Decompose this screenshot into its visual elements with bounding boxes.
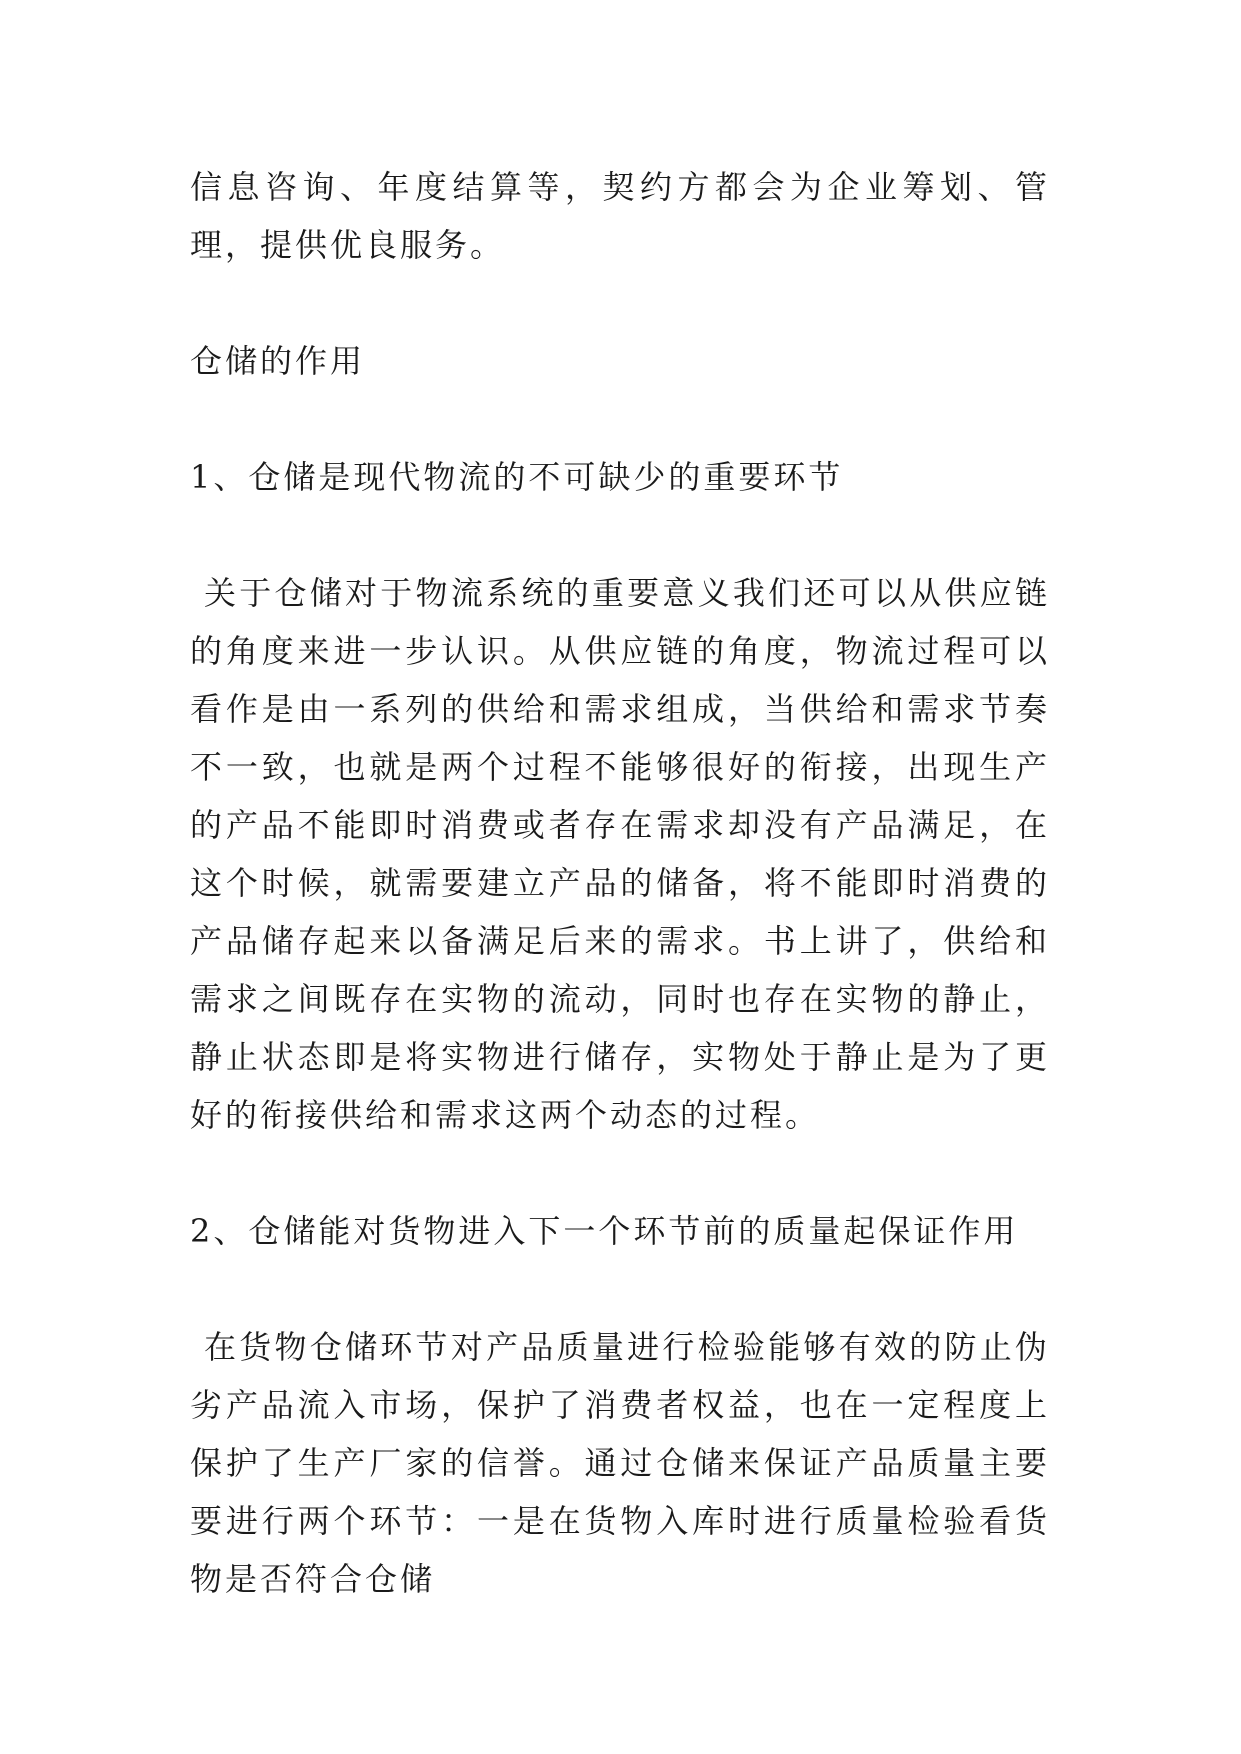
paragraph-gap	[190, 1144, 1050, 1202]
paragraph-gap	[190, 506, 1050, 564]
subsection-heading-1: 1、仓储是现代物流的不可缺少的重要环节	[190, 458, 844, 496]
subsection-heading-2: 2、仓储能对货物进入下一个环节前的质量起保证作用	[190, 1212, 1019, 1250]
paragraph-gap	[190, 274, 1050, 332]
document-body	[190, 158, 1050, 1608]
paragraph-gap	[190, 1260, 1050, 1318]
body-paragraph-2: 在货物仓储环节对产品质量进行检验能够有效的防止伪劣产品流入市场，保护了消费者权益，也在一定程度上保护了生产厂家的信誉。通过仓储来保证产品质量主要要进行两个环节：一是在货物入库时进行质量检验看货物是否符合仓储	[190, 1328, 1050, 1598]
paragraph-continuation: 信息咨询、年度结算等，契约方都会为企业筹划、管理，提供优良服务。	[190, 168, 1050, 264]
section-heading: 仓储的作用	[190, 342, 366, 380]
body-paragraph-1: 关于仓储对于物流系统的重要意义我们还可以从供应链的角度来进一步认识。从供应链的角度，物流过程可以看作是由一系列的供给和需求组成，当供给和需求节奏不一致，也就是两个过程不能够很好的衔接，出现生产的产品不能即时消费或者存在需求却没有产品满足，在这个时候，就需要建立产品的储备，将不能即时消费的产品储存起来以备满足后来的需求。书上讲了，供给和需求之间既存在实物的流动，同时也存在实物的静止，静止状态即是将实物进行储存，实物处于静止是为了更好的衔接供给和需求这两个动态的过程。	[190, 574, 1050, 1134]
paragraph-gap	[190, 390, 1050, 448]
